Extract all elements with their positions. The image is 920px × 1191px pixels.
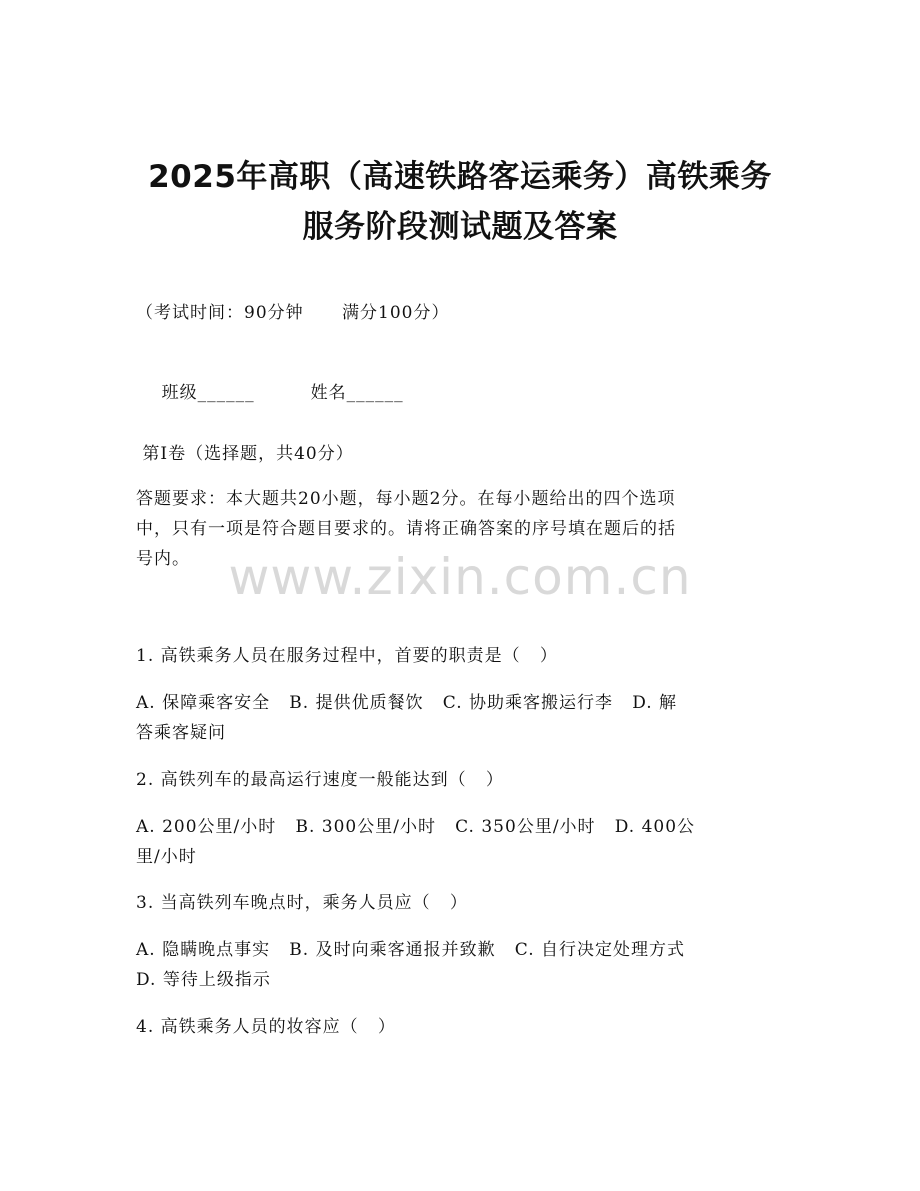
instructions-line-3: 号内。: [136, 549, 190, 569]
exam-info: （考试时间：90分钟 满分100分）: [136, 303, 450, 323]
watermark-text: www.zixin.com.cn: [228, 548, 692, 606]
question-3-stem: 3. 当高铁列车晚点时，乘务人员应（ ）: [136, 893, 468, 913]
name-field-label: 姓名______: [310, 383, 404, 403]
question-4-stem: 4. 高铁乘务人员的妆容应（ ）: [136, 1017, 396, 1037]
section-heading: 第Ⅰ卷（选择题，共40分）: [136, 444, 354, 464]
question-1-options-line-1: A. 保障乘客安全 B. 提供优质餐饮 C. 协助乘客搬运行李 D. 解: [136, 693, 678, 713]
question-2-options-line-2: 里/小时: [136, 847, 197, 867]
class-field-label: 班级______: [161, 383, 255, 403]
student-info: [136, 348, 786, 438]
instructions-line-1: 答题要求：本大题共20小题，每小题2分。在每小题给出的四个选项: [136, 489, 676, 509]
question-1-stem: 1. 高铁乘务人员在服务过程中，首要的职责是（ ）: [136, 646, 558, 666]
question-3-options-line-1: A. 隐瞒晚点事实 B. 及时向乘客通报并致歉 C. 自行决定处理方式: [136, 940, 686, 960]
document-title-line-2: 服务阶段测试题及答案: [302, 209, 618, 245]
question-2-options-line-1: A. 200公里/小时 B. 300公里/小时 C. 350公里/小时 D. 400公: [136, 817, 696, 837]
question-2-stem: 2. 高铁列车的最高运行速度一般能达到（ ）: [136, 770, 504, 790]
document-title-line-1: 2025年高职（高速铁路客运乘务）高铁乘务: [148, 159, 772, 195]
question-1-options-line-2: 答乘客疑问: [136, 723, 226, 743]
question-3-options-line-2: D. 等待上级指示: [136, 970, 271, 990]
instructions-line-2: 中，只有一项是符合题目要求的。请将正确答案的序号填在题后的括: [136, 519, 676, 539]
